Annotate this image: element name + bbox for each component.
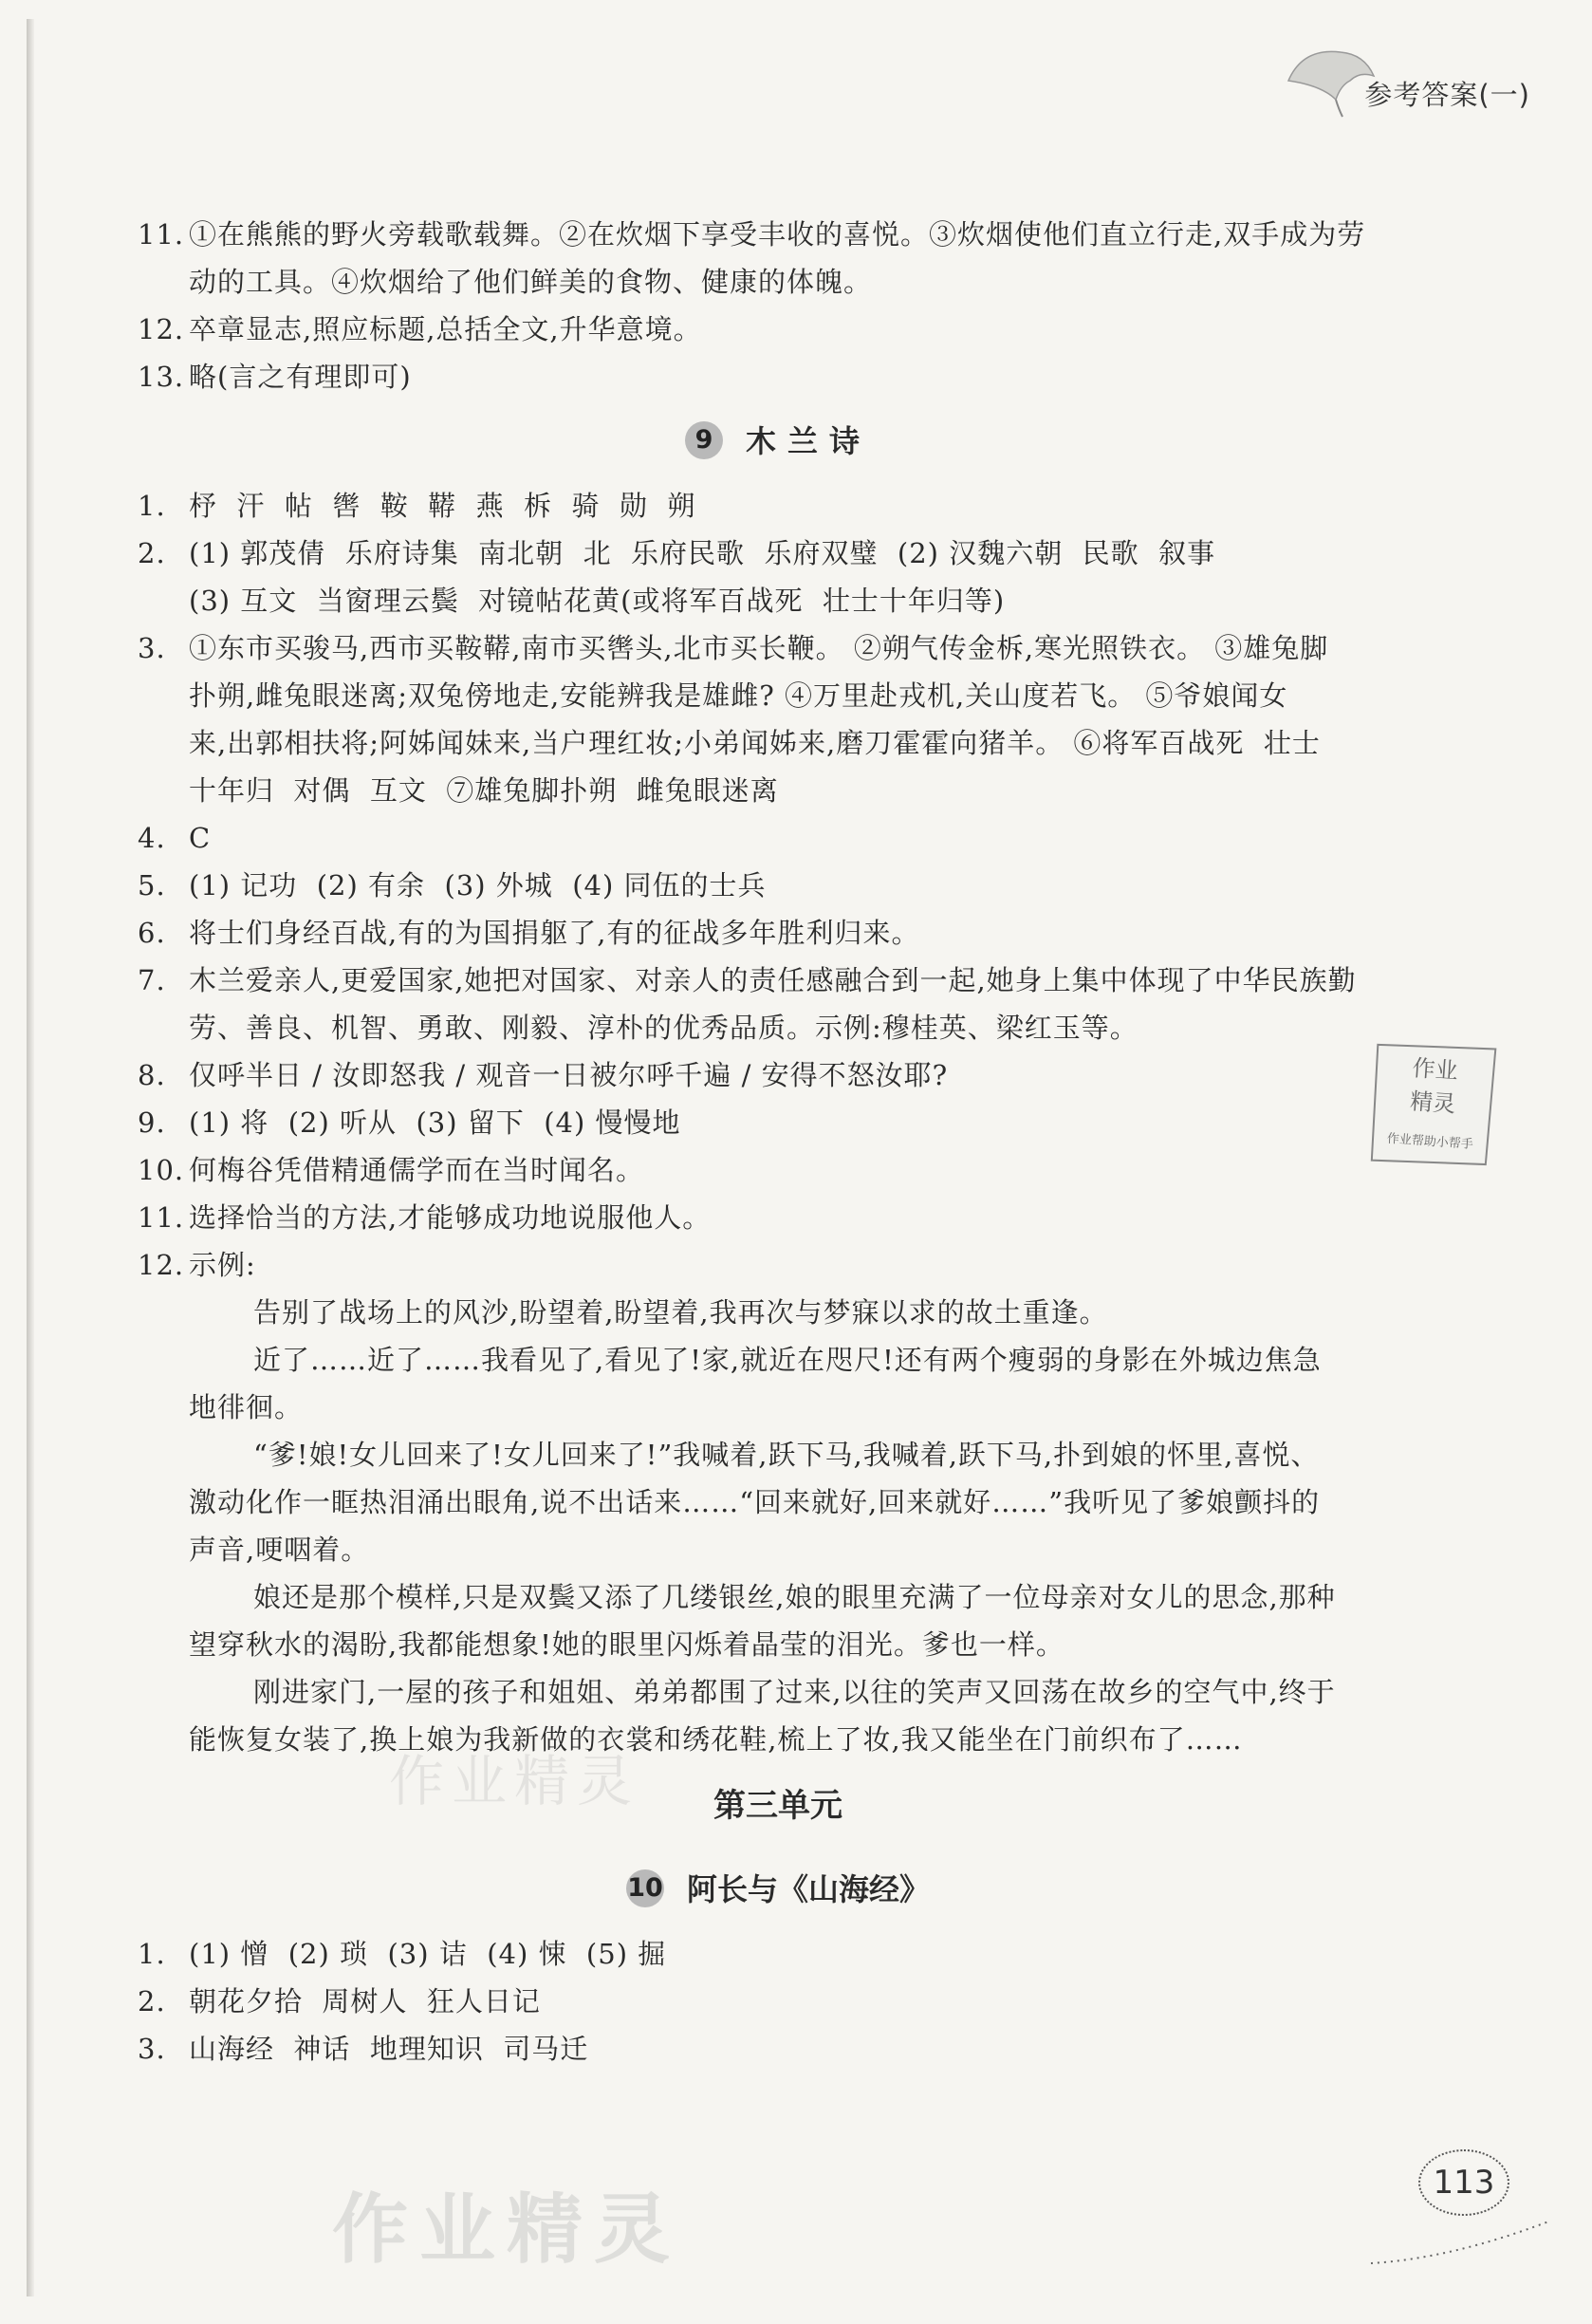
header-title: 参考答案(一) (1364, 79, 1530, 111)
answer-line (138, 482, 1418, 530)
answer-text: 朝花夕拾 周树人 狂人日记 (189, 1985, 541, 2017)
answer-number: 1. (138, 1938, 166, 1970)
answer-text: 仅呼半日 / 汝即怒我 / 观音一日被尔呼千遍 / 安得不怒汝耶? (189, 1059, 949, 1091)
answer-line (138, 957, 1418, 1004)
answer-line (138, 1099, 1418, 1146)
section-number-badge: 9 (685, 421, 723, 459)
essay-line: 娘还是那个模样,只是双鬓又添了几缕银丝,娘的眼里充满了一位母亲对女儿的思念,那种 (253, 1581, 1336, 1613)
answer-line (138, 1930, 1418, 1978)
answer-line (138, 1004, 1418, 1051)
answer-number: 6. (138, 917, 166, 949)
answers-block-2 (138, 482, 1418, 1289)
answer-text: 卒章显志,照应标题,总括全文,升华意境。 (189, 313, 702, 345)
answer-text: C (189, 822, 212, 854)
answer-line (138, 1194, 1418, 1241)
page-number: 113 (1418, 2149, 1509, 2216)
essay-line: 激动化作一眶热泪涌出眼角,说不出话来……“回来就好,回来就好……”我听见了爹娘颤抖的 (189, 1486, 1321, 1518)
answer-number: 1. (138, 490, 166, 522)
answer-number: 3. (138, 632, 166, 664)
answer-text: 将士们身经百战,有的为国捐躯了,有的征战多年胜利归来。 (189, 917, 920, 949)
answer-number: 10. (138, 1154, 185, 1186)
answer-content (138, 211, 1418, 2073)
answer-number: 12. (138, 1249, 185, 1281)
answer-text: 示例: (189, 1249, 256, 1281)
answer-number: 4. (138, 822, 166, 854)
unit-title: 第三单元 (713, 1787, 842, 1825)
essay-line: 地徘徊。 (189, 1391, 304, 1423)
answer-text: (1) 郭茂倩 乐府诗集 南北朝 北 乐府民歌 乐府双璧 (2) 汉魏六朝 民歌 叙事 (189, 537, 1216, 569)
essay-line: 声音,哽咽着。 (189, 1534, 370, 1566)
answer-number: 11. (138, 1201, 185, 1234)
answer-line (138, 1146, 1418, 1194)
answer-text: 木兰爱亲人,更爱国家,她把对国家、对亲人的责任感融合到一起,她身上集中体现了中华民族勤 (189, 964, 1357, 996)
answer-text: 动的工具。④炊烟给了他们鲜美的食物、健康的体魄。 (189, 266, 873, 298)
watermark-bottom: 作业精灵 (332, 2185, 681, 2274)
answer-line (138, 530, 1418, 577)
essay-example (138, 1289, 1418, 1763)
answer-text: 选择恰当的方法,才能够成功地说服他人。 (189, 1201, 712, 1234)
essay-line: 望穿秋水的渴盼,我都能想象!她的眼里闪烁着晶莹的泪光。爹也一样。 (189, 1628, 1064, 1661)
answer-line (138, 814, 1418, 862)
section-title-9 (138, 408, 1418, 474)
answer-line (138, 306, 1418, 353)
answer-text: 杼 汗 帖 辔 鞍 鞯 燕 柝 骑 勋 朔 (189, 490, 696, 522)
answer-number: 5. (138, 869, 166, 902)
answer-line (138, 211, 1418, 258)
essay-line: 近了……近了……我看见了,看见了!家,就近在咫尺!还有两个瘦弱的身影在外城边焦急 (253, 1344, 1322, 1376)
answer-line (138, 624, 1418, 672)
answer-number: 7. (138, 964, 166, 996)
answers-block-3 (138, 1930, 1418, 2073)
answer-line (138, 672, 1418, 719)
answer-text: 劳、善良、机智、勇敢、刚毅、淳朴的优秀品质。示例:穆桂英、梁红玉等。 (189, 1012, 1138, 1044)
answer-line (138, 577, 1418, 624)
essay-line: “爹!娘!女儿回来了!女儿回来了!”我喊着,跃下马,我喊着,跃下马,扑到娘的怀里,喜悦、 (253, 1439, 1320, 1471)
stamp-line-2: 精灵 (1409, 1088, 1457, 1118)
answer-line (138, 719, 1418, 767)
answer-line (138, 258, 1418, 306)
answer-number: 8. (138, 1059, 166, 1091)
answer-text: 略(言之有理即可) (189, 361, 412, 393)
answer-text: (1) 记功 (2) 有余 (3) 外城 (4) 同伍的士兵 (189, 869, 767, 902)
answer-text: 扑朔,雌兔眼迷离;双兔傍地走,安能辨我是雄雌? ④万里赴戎机,关山度若飞。 ⑤爷娘闻女 (189, 679, 1288, 712)
watermark-mid: 作业精灵 (389, 1749, 640, 1813)
essay-line: 刚进家门,一屋的孩子和姐姐、弟弟都围了过来,以往的笑声又回荡在故乡的空气中,终于 (253, 1676, 1336, 1708)
answer-text: 十年归 对偶 互文 ⑦雄兔脚扑朔 雌兔眼迷离 (189, 774, 779, 807)
answer-text: (1) 憎 (2) 琐 (3) 诘 (4) 悚 (5) 掘 (189, 1938, 667, 1970)
essay-line: 告别了战场上的风沙,盼望着,盼望着,我再次与梦寐以求的故土重逢。 (253, 1296, 1108, 1329)
answer-text: 山海经 神话 地理知识 司马迁 (189, 2033, 589, 2065)
answer-number: 12. (138, 313, 185, 345)
answer-number: 9. (138, 1106, 166, 1139)
answer-line (138, 1978, 1418, 2025)
answer-text: (3) 互文 当窗理云鬓 对镜帖花黄(或将军百战死 壮士十年归等) (189, 585, 1006, 617)
answer-line (138, 1241, 1418, 1289)
answer-text: 来,出郭相扶将;阿姊闻妹来,当户理红妆;小弟闻姊来,磨刀霍霍向猪羊。 ⑥将军百战死 壮士 (189, 727, 1321, 759)
answer-line (138, 353, 1418, 400)
page-binding-shadow (27, 19, 34, 2296)
answer-number: 11. (138, 218, 185, 251)
section-number-badge: 10 (626, 1869, 664, 1907)
answer-text: (1) 将 (2) 听从 (3) 留下 (4) 慢慢地 (189, 1106, 681, 1139)
stamp-line-1: 作业 (1411, 1054, 1459, 1085)
answer-line (138, 767, 1418, 814)
homework-stamp-logo (1361, 1034, 1503, 1176)
answer-text: 何梅谷凭借精通儒学而在当时闻名。 (189, 1154, 645, 1186)
section-title-text: 木兰诗 (745, 423, 871, 459)
decorative-dotted-curve (1366, 2211, 1556, 2268)
answer-line (138, 1051, 1418, 1099)
answer-number: 3. (138, 2033, 166, 2065)
answer-line (138, 909, 1418, 957)
answers-block-1 (138, 211, 1418, 400)
stamp-line-3: 作业帮助小帮手 (1386, 1131, 1474, 1153)
answer-line (138, 2025, 1418, 2073)
answer-number: 13. (138, 361, 185, 393)
essay-line: 能恢复女装了,换上娘为我新做的衣裳和绣花鞋,梳上了妆,我又能坐在门前织布了…… (189, 1723, 1243, 1756)
answer-number: 2. (138, 1985, 166, 2017)
section-title-text: 阿长与《山海经》 (686, 1871, 930, 1907)
answer-number: 2. (138, 537, 166, 569)
answer-line (138, 862, 1418, 909)
section-title-10 (138, 1856, 1418, 1923)
answer-text: ①在熊熊的野火旁载歌载舞。②在炊烟下享受丰收的喜悦。③炊烟使他们直立行走,双手成为劳 (189, 218, 1366, 251)
answer-text: ①东市买骏马,西市买鞍鞯,南市买辔头,北市买长鞭。 ②朔气传金柝,寒光照铁衣。 ③雄兔脚 (189, 632, 1329, 664)
